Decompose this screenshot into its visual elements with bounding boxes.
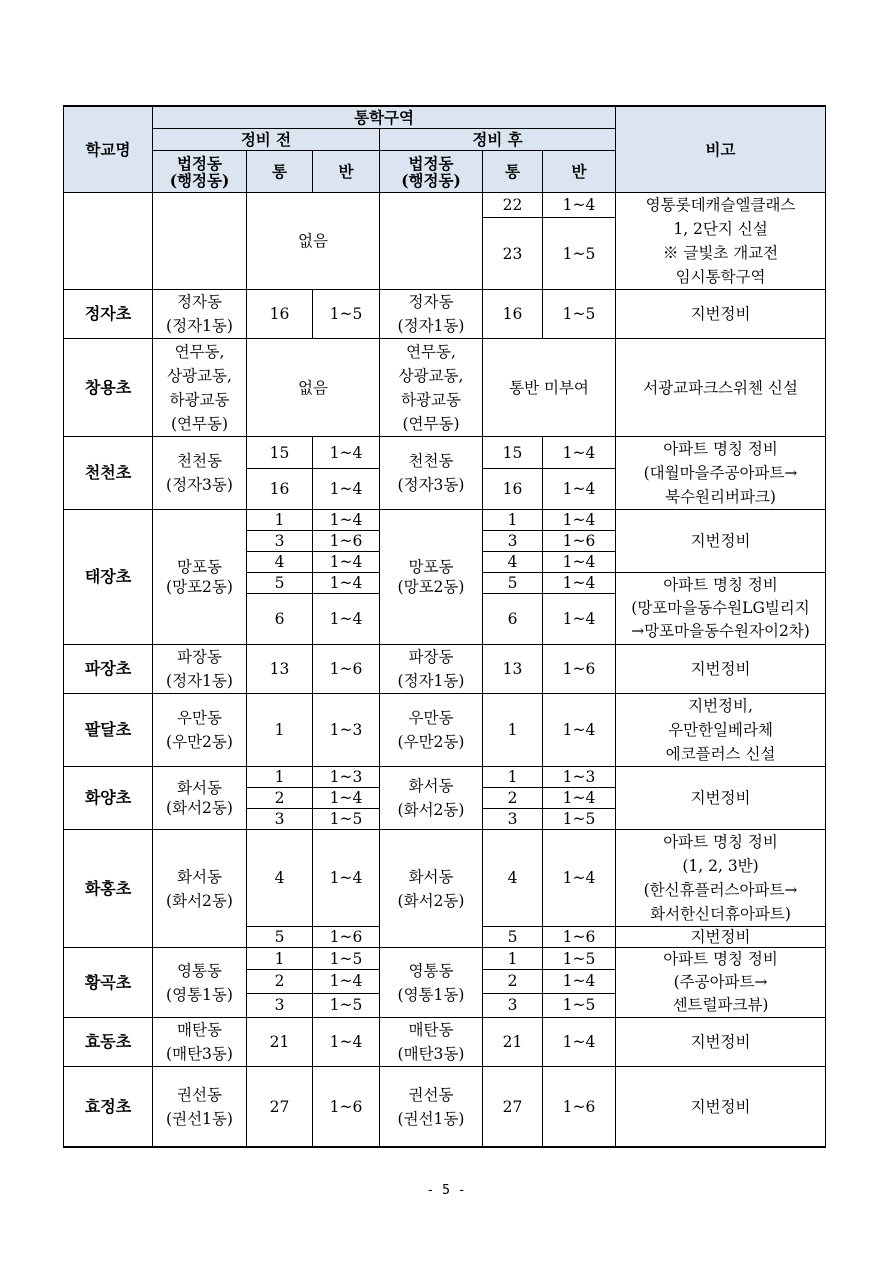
after-ban: 1~3 <box>543 767 616 788</box>
before-tong: 16 <box>247 290 313 339</box>
after-dong: 정자동 (정자1동) <box>380 290 483 339</box>
before-ban: 1~4 <box>313 594 380 645</box>
before-dong <box>153 193 247 290</box>
after-ban: 1~4 <box>543 573 616 594</box>
before-tong: 16 <box>247 469 313 510</box>
after-ban: 1~5 <box>543 290 616 339</box>
after-tong: 1 <box>483 948 543 970</box>
after-tong: 16 <box>483 290 543 339</box>
before-ban: 1~6 <box>313 927 380 948</box>
header-before-dong: 법정동 (행정동) <box>153 151 247 193</box>
header-remark: 비고 <box>616 106 826 193</box>
after-ban: 1~5 <box>543 809 616 830</box>
after-tong: 22 <box>483 193 543 218</box>
after-tong: 3 <box>483 531 543 552</box>
before-dong: 정자동 (정자1동) <box>153 290 247 339</box>
after-ban: 1~4 <box>543 694 616 767</box>
after-ban: 1~6 <box>543 927 616 948</box>
remark: 지번정비 <box>616 767 826 830</box>
school-name: 천천초 <box>64 437 153 510</box>
after-dong <box>380 193 483 290</box>
after-tong: 27 <box>483 1067 543 1148</box>
after-dong: 파장동 (정자1동) <box>380 645 483 694</box>
before-tong: 2 <box>247 788 313 809</box>
before-ban: 1~4 <box>313 552 380 573</box>
header-zone: 통학구역 <box>153 106 616 129</box>
after-dong: 망포동 (망포2동) <box>380 510 483 645</box>
header-school: 학교명 <box>64 106 153 193</box>
after-tong: 1 <box>483 510 543 531</box>
before-tong: 4 <box>247 552 313 573</box>
before-dong: 파장동 (정자1동) <box>153 645 247 694</box>
after-none: 통반 미부여 <box>483 339 616 437</box>
before-ban: 1~4 <box>313 573 380 594</box>
before-tong: 1 <box>247 510 313 531</box>
school-name: 정자초 <box>64 290 153 339</box>
after-ban: 1~4 <box>543 788 616 809</box>
before-none: 없음 <box>247 193 380 290</box>
before-ban: 1~6 <box>313 1067 380 1148</box>
before-dong: 권선동 (권선1동) <box>153 1067 247 1148</box>
before-tong: 3 <box>247 993 313 1017</box>
before-tong: 3 <box>247 531 313 552</box>
before-ban: 1~4 <box>313 437 380 469</box>
after-ban: 1~4 <box>543 552 616 573</box>
school-name: 효정초 <box>64 1067 153 1148</box>
before-dong: 영통동 (영통1동) <box>153 948 247 1018</box>
remark: 지번정비 <box>616 510 826 573</box>
header-after-tong: 통 <box>483 151 543 193</box>
after-tong: 6 <box>483 594 543 645</box>
school-name: 황곡초 <box>64 948 153 1018</box>
before-dong: 화서동 (화서2동) <box>153 830 247 948</box>
remark: 지번정비 <box>616 927 826 948</box>
before-ban: 1~4 <box>313 970 380 993</box>
after-tong: 1 <box>483 694 543 767</box>
after-tong: 3 <box>483 993 543 1017</box>
before-tong: 5 <box>247 573 313 594</box>
school-name: 효동초 <box>64 1018 153 1067</box>
before-none: 없음 <box>247 339 380 437</box>
after-ban: 1~4 <box>543 437 616 469</box>
after-tong: 2 <box>483 788 543 809</box>
before-ban: 1~3 <box>313 694 380 767</box>
after-dong: 매탄동 (매탄3동) <box>380 1018 483 1067</box>
before-ban: 1~5 <box>313 948 380 970</box>
before-dong: 매탄동 (매탄3동) <box>153 1018 247 1067</box>
header-after-ban: 반 <box>543 151 616 193</box>
before-tong: 27 <box>247 1067 313 1148</box>
after-tong: 5 <box>483 927 543 948</box>
before-tong: 2 <box>247 970 313 993</box>
remark: 아파트 명칭 정비 (대월마을주공아파트→ 북수원리버파크) <box>616 437 826 510</box>
after-ban: 1~6 <box>543 645 616 694</box>
after-ban: 1~5 <box>543 948 616 970</box>
before-ban: 1~4 <box>313 469 380 510</box>
after-tong: 23 <box>483 218 543 290</box>
header-before-ban: 반 <box>313 151 380 193</box>
after-ban: 1~5 <box>543 993 616 1017</box>
after-ban: 1~4 <box>543 469 616 510</box>
header-before-tong: 통 <box>247 151 313 193</box>
after-dong: 천천동 (정자3동) <box>380 437 483 510</box>
before-ban: 1~5 <box>313 290 380 339</box>
after-tong: 4 <box>483 552 543 573</box>
after-dong: 권선동 (권선1동) <box>380 1067 483 1148</box>
after-ban: 1~6 <box>543 531 616 552</box>
after-dong: 화서동 (화서2동) <box>380 767 483 830</box>
remark: 지번정비 <box>616 645 826 694</box>
before-ban: 1~5 <box>313 993 380 1017</box>
before-dong: 망포동 (망포2동) <box>153 510 247 645</box>
before-tong: 6 <box>247 594 313 645</box>
remark: 아파트 명칭 정비 (1, 2, 3반) (한신휴플러스아파트→ 화서한신더휴아파트) <box>616 830 826 927</box>
before-ban: 1~4 <box>313 830 380 927</box>
before-dong: 화서동 (화서2동) <box>153 767 247 830</box>
after-tong: 1 <box>483 767 543 788</box>
before-tong: 15 <box>247 437 313 469</box>
before-ban: 1~4 <box>313 510 380 531</box>
after-ban: 1~4 <box>543 193 616 218</box>
school-zone-table <box>63 105 826 1148</box>
school-name: 화양초 <box>64 767 153 830</box>
after-tong: 13 <box>483 645 543 694</box>
before-ban: 1~5 <box>313 809 380 830</box>
remark: 지번정비, 우만한일베라체 에코플러스 신설 <box>616 694 826 767</box>
after-ban: 1~6 <box>543 1067 616 1148</box>
after-tong: 16 <box>483 469 543 510</box>
after-ban: 1~5 <box>543 218 616 290</box>
page-number: - 5 - <box>426 1183 466 1198</box>
remark: 지번정비 <box>616 290 826 339</box>
school-name: 팔달초 <box>64 694 153 767</box>
after-ban: 1~4 <box>543 510 616 531</box>
school-name: 창용초 <box>64 339 153 437</box>
after-tong: 15 <box>483 437 543 469</box>
after-tong: 4 <box>483 830 543 927</box>
before-dong: 천천동 (정자3동) <box>153 437 247 510</box>
after-tong: 21 <box>483 1018 543 1067</box>
before-tong: 21 <box>247 1018 313 1067</box>
after-ban: 1~4 <box>543 830 616 927</box>
before-tong: 1 <box>247 948 313 970</box>
school-name: 태장초 <box>64 510 153 645</box>
school-name: 파장초 <box>64 645 153 694</box>
before-dong: 우만동 (우만2동) <box>153 694 247 767</box>
before-ban: 1~6 <box>313 645 380 694</box>
after-dong: 연무동, 상광교동, 하광교동 (연무동) <box>380 339 483 437</box>
before-tong: 3 <box>247 809 313 830</box>
before-tong: 13 <box>247 645 313 694</box>
after-ban: 1~4 <box>543 970 616 993</box>
before-tong: 1 <box>247 694 313 767</box>
before-dong: 연무동, 상광교동, 하광교동 (연무동) <box>153 339 247 437</box>
after-tong: 3 <box>483 809 543 830</box>
before-tong: 1 <box>247 767 313 788</box>
before-ban: 1~3 <box>313 767 380 788</box>
header-after-dong: 법정동 (행정동) <box>380 151 483 193</box>
remark: 지번정비 <box>616 1067 826 1148</box>
after-tong: 5 <box>483 573 543 594</box>
after-tong: 2 <box>483 970 543 993</box>
after-ban: 1~4 <box>543 594 616 645</box>
remark: 영통롯데캐슬엘클래스 1, 2단지 신설 ※ 글빛초 개교전 임시통학구역 <box>616 193 826 290</box>
before-tong: 4 <box>247 830 313 927</box>
before-tong: 5 <box>247 927 313 948</box>
before-ban: 1~4 <box>313 788 380 809</box>
table-row-school <box>64 193 153 290</box>
after-dong: 화서동 (화서2동) <box>380 830 483 948</box>
after-dong: 영통동 (영통1동) <box>380 948 483 1018</box>
remark: 서광교파크스위첸 신설 <box>616 339 826 437</box>
before-ban: 1~6 <box>313 531 380 552</box>
remark: 지번정비 <box>616 1018 826 1067</box>
after-ban: 1~4 <box>543 1018 616 1067</box>
remark: 아파트 명칭 정비 (주공아파트→ 센트럴파크뷰) <box>616 948 826 1018</box>
before-ban: 1~4 <box>313 1018 380 1067</box>
remark: 아파트 명칭 정비 (망포마을동수원LG빌리지 →망포마을동수원자이2차) <box>616 573 826 645</box>
school-name: 화홍초 <box>64 830 153 948</box>
after-dong: 우만동 (우만2동) <box>380 694 483 767</box>
header-after: 정비 후 <box>380 129 616 151</box>
header-before: 정비 전 <box>153 129 380 151</box>
